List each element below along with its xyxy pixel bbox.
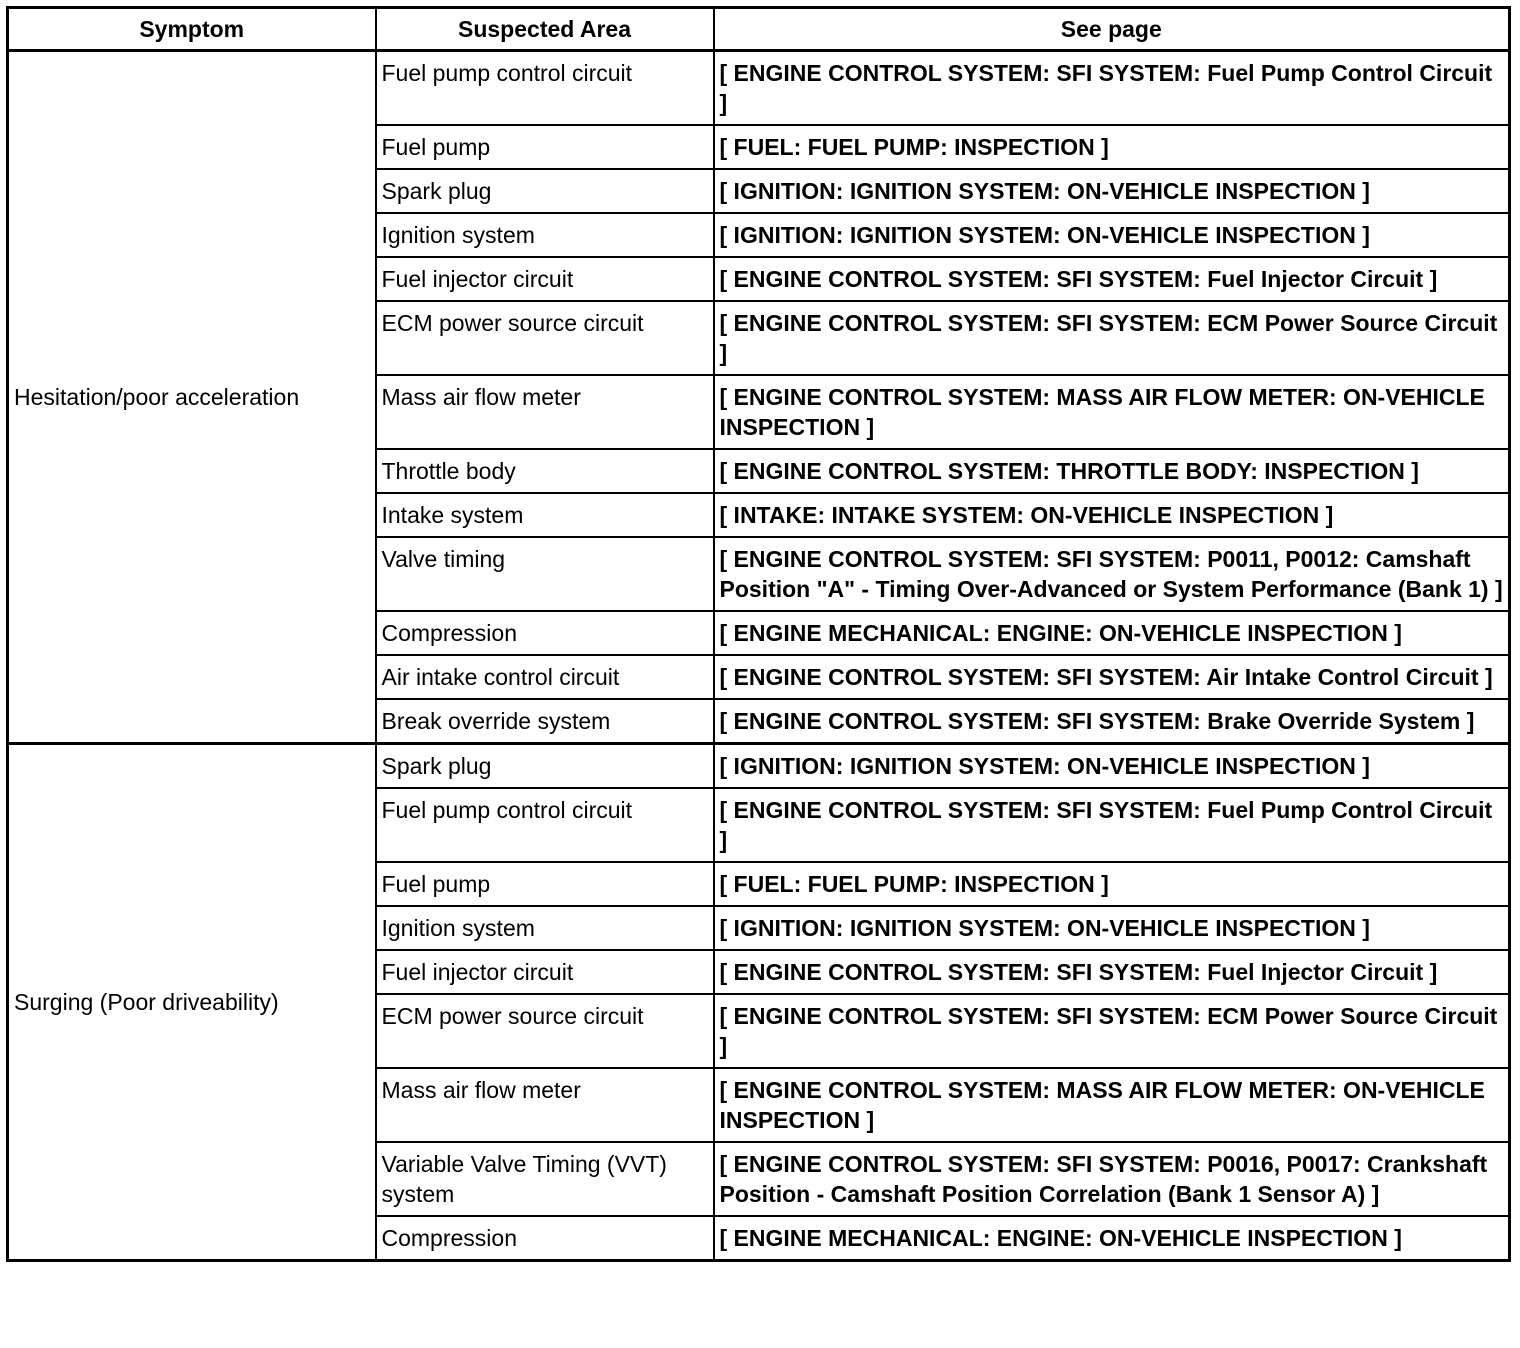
suspected-area-cell: Spark plug — [376, 744, 714, 789]
header-symptom: Symptom — [8, 8, 376, 51]
suspected-area-cell: Break override system — [376, 699, 714, 744]
suspected-area-cell: Fuel pump control circuit — [376, 788, 714, 862]
suspected-area-cell: Fuel pump — [376, 862, 714, 906]
see-page-link[interactable]: [ IGNITION: IGNITION SYSTEM: ON-VEHICLE INSPECTION ] — [714, 744, 1510, 789]
suspected-area-cell: Compression — [376, 1216, 714, 1261]
see-page-link[interactable]: [ ENGINE CONTROL SYSTEM: MASS AIR FLOW METER: ON-VEHICLE INSPECTION ] — [714, 375, 1510, 449]
suspected-area-cell: Mass air flow meter — [376, 1068, 714, 1142]
see-page-link[interactable]: [ FUEL: FUEL PUMP: INSPECTION ] — [714, 862, 1510, 906]
suspected-area-cell: Fuel injector circuit — [376, 257, 714, 301]
suspected-area-cell: Variable Valve Timing (VVT) system — [376, 1142, 714, 1216]
suspected-area-cell: Compression — [376, 611, 714, 655]
suspected-area-cell: Ignition system — [376, 213, 714, 257]
see-page-link[interactable]: [ ENGINE CONTROL SYSTEM: SFI SYSTEM: Fuel Pump Control Circuit ] — [714, 51, 1510, 126]
symptom-cell: Hesitation/poor acceleration — [8, 51, 376, 744]
table-row — [8, 744, 1510, 789]
troubleshooting-table — [6, 6, 1511, 1262]
suspected-area-cell: Air intake control circuit — [376, 655, 714, 699]
header-see-page: See page — [714, 8, 1510, 51]
suspected-area-cell: Throttle body — [376, 449, 714, 493]
see-page-link[interactable]: [ ENGINE CONTROL SYSTEM: THROTTLE BODY: INSPECTION ] — [714, 449, 1510, 493]
see-page-link[interactable]: [ ENGINE CONTROL SYSTEM: SFI SYSTEM: Fuel Injector Circuit ] — [714, 950, 1510, 994]
suspected-area-cell: Fuel injector circuit — [376, 950, 714, 994]
see-page-link[interactable]: [ ENGINE CONTROL SYSTEM: SFI SYSTEM: ECM Power Source Circuit ] — [714, 994, 1510, 1068]
suspected-area-cell: Spark plug — [376, 169, 714, 213]
suspected-area-cell: Valve timing — [376, 537, 714, 611]
header-row — [8, 8, 1510, 51]
see-page-link[interactable]: [ ENGINE CONTROL SYSTEM: SFI SYSTEM: P0016, P0017: Crankshaft Position - Camshaft Position Correlation (Bank 1 Sensor A) ] — [714, 1142, 1510, 1216]
see-page-link[interactable]: [ IGNITION: IGNITION SYSTEM: ON-VEHICLE INSPECTION ] — [714, 169, 1510, 213]
see-page-link[interactable]: [ ENGINE CONTROL SYSTEM: SFI SYSTEM: Fuel Pump Control Circuit ] — [714, 788, 1510, 862]
table-row — [8, 51, 1510, 126]
see-page-link[interactable]: [ ENGINE CONTROL SYSTEM: SFI SYSTEM: Brake Override System ] — [714, 699, 1510, 744]
suspected-area-cell: Mass air flow meter — [376, 375, 714, 449]
suspected-area-cell: Fuel pump — [376, 125, 714, 169]
suspected-area-cell: ECM power source circuit — [376, 994, 714, 1068]
see-page-link[interactable]: [ ENGINE MECHANICAL: ENGINE: ON-VEHICLE INSPECTION ] — [714, 611, 1510, 655]
see-page-link[interactable]: [ INTAKE: INTAKE SYSTEM: ON-VEHICLE INSPECTION ] — [714, 493, 1510, 537]
see-page-link[interactable]: [ IGNITION: IGNITION SYSTEM: ON-VEHICLE INSPECTION ] — [714, 213, 1510, 257]
suspected-area-cell: Intake system — [376, 493, 714, 537]
see-page-link[interactable]: [ ENGINE CONTROL SYSTEM: SFI SYSTEM: Air Intake Control Circuit ] — [714, 655, 1510, 699]
see-page-link[interactable]: [ ENGINE CONTROL SYSTEM: MASS AIR FLOW METER: ON-VEHICLE INSPECTION ] — [714, 1068, 1510, 1142]
suspected-area-cell: Fuel pump control circuit — [376, 51, 714, 126]
see-page-link[interactable]: [ ENGINE MECHANICAL: ENGINE: ON-VEHICLE INSPECTION ] — [714, 1216, 1510, 1261]
see-page-link[interactable]: [ ENGINE CONTROL SYSTEM: SFI SYSTEM: P0011, P0012: Camshaft Position "A" - Timing Over-Advanced or System Performance (Bank 1) ] — [714, 537, 1510, 611]
see-page-link[interactable]: [ IGNITION: IGNITION SYSTEM: ON-VEHICLE INSPECTION ] — [714, 906, 1510, 950]
table-body — [8, 51, 1510, 1261]
header-suspected-area: Suspected Area — [376, 8, 714, 51]
see-page-link[interactable]: [ ENGINE CONTROL SYSTEM: SFI SYSTEM: ECM Power Source Circuit ] — [714, 301, 1510, 375]
see-page-link[interactable]: [ ENGINE CONTROL SYSTEM: SFI SYSTEM: Fuel Injector Circuit ] — [714, 257, 1510, 301]
suspected-area-cell: ECM power source circuit — [376, 301, 714, 375]
symptom-cell: Surging (Poor driveability) — [8, 744, 376, 1261]
see-page-link[interactable]: [ FUEL: FUEL PUMP: INSPECTION ] — [714, 125, 1510, 169]
suspected-area-cell: Ignition system — [376, 906, 714, 950]
